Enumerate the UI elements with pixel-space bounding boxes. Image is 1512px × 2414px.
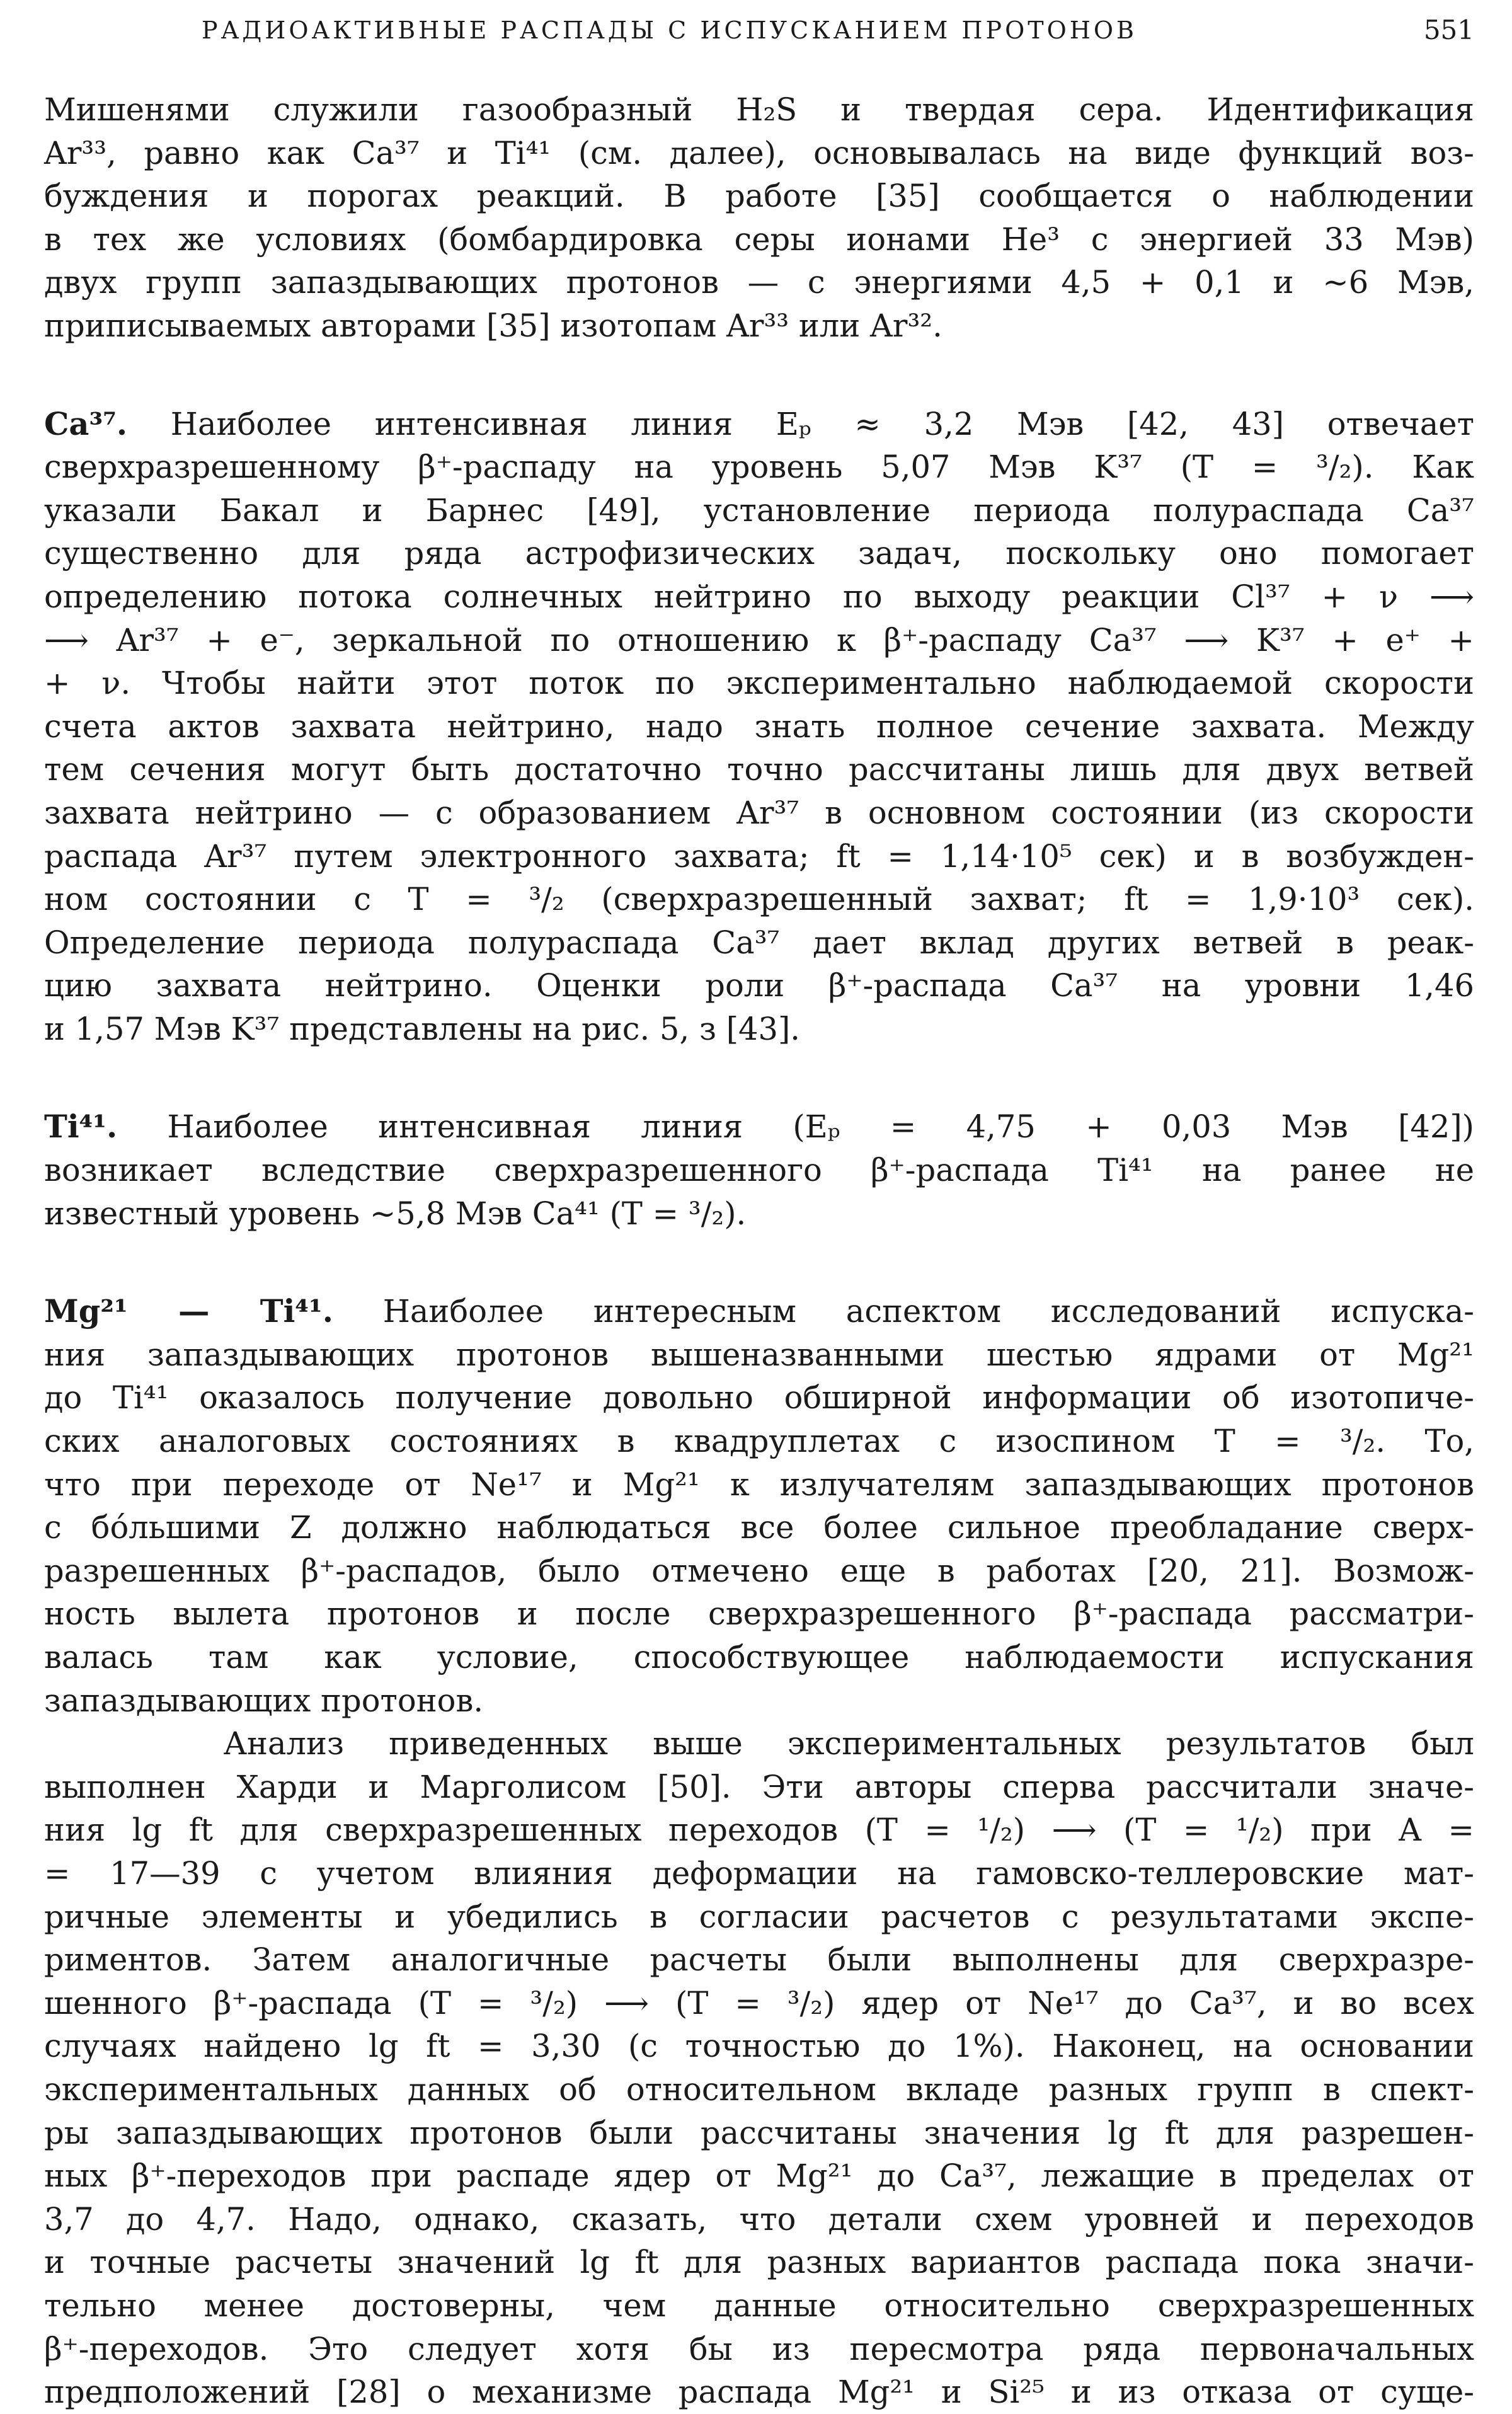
text-line: экспериментальных данных об относительном вкладе разных групп в спект- xyxy=(44,2071,1474,2108)
text-line xyxy=(44,403,1474,446)
page-number: 551 xyxy=(1423,14,1474,45)
page-header xyxy=(44,11,1474,49)
text-line: Анализ приведенных выше экспериментальных результатов был xyxy=(44,1725,1474,1762)
text-line: + ν. Чтобы найти этот поток по экспериментально наблюдаемой скорости xyxy=(44,665,1474,702)
text-line: = 17—39 с учетом влияния деформации на гамовско-теллеровские мат- xyxy=(44,1854,1474,1892)
text-line: ских аналоговых состояниях в квадруплетах с изоспином T = ³/₂. То, xyxy=(44,1423,1474,1460)
text-line: ры запаздывающих протонов были рассчитаны значения lg ft для разрешен- xyxy=(44,2114,1474,2151)
text-line: случаях найдено lg ft = 3,30 (с точностью до 1%). Наконец, на основании xyxy=(44,2028,1474,2065)
text-line: двух групп запаздывающих протонов — с энергиями 4,5 + 0,1 и ~6 Мэв, xyxy=(44,264,1474,301)
text-line: тем сечения могут быть достаточно точно рассчитаны лишь для двух ветвей xyxy=(44,751,1474,788)
text-line: шенного β⁺-распада (T = ³/₂) ⟶ (T = ³/₂) ядер от Ne¹⁷ до Ca³⁷, и во всех xyxy=(44,1984,1474,2021)
text-line: Ar³³, равно как Ca³⁷ и Ti⁴¹ (см. далее), основывалась на виде функций воз- xyxy=(44,134,1474,171)
text-line: риментов. Затем аналогичные расчеты были выполнены для сверхразре- xyxy=(44,1941,1474,1979)
text-line: возникает вследствие сверхразрешенного β⁺-распада Ti⁴¹ на ранее не xyxy=(44,1152,1474,1189)
section-heading-mg21-ti41: Mg²¹ — Ti⁴¹. xyxy=(44,1293,333,1330)
section-heading-ti41: Ti⁴¹. xyxy=(44,1108,118,1146)
page-body xyxy=(44,88,1474,2414)
text-line: ния запаздывающих протонов вышеназванными шестью ядрами от Mg²¹ xyxy=(44,1336,1474,1373)
section-heading-ca37: Ca³⁷. xyxy=(44,405,128,442)
text-line: ном состоянии с T = ³/₂ (сверхразрешенный захват; ft = 1,9·10³ сек). xyxy=(44,881,1474,918)
text-line-rest: Наиболее интересным аспектом исследований испуска- xyxy=(333,1293,1474,1330)
text-line: цию захвата нейтрино. Оценки роли β⁺-распада Ca³⁷ на уровни 1,46 xyxy=(44,967,1474,1004)
text-line: ричные элементы и убедились в согласии расчетов с результатами экспе- xyxy=(44,1898,1474,1935)
paragraph-ca37 xyxy=(44,403,1474,1051)
text-line: приписываемых авторами [35] изотопам Ar³³ или Ar³². xyxy=(44,307,942,344)
text-line xyxy=(44,1290,1474,1333)
text-line: ⟶ Ar³⁷ + e⁻, зеркальной по отношению к β⁺-распаду Ca³⁷ ⟶ K³⁷ + e⁺ + xyxy=(44,621,1474,658)
text-line: с бóльшими Z должно наблюдаться все более сильное преобладание сверх- xyxy=(44,1509,1474,1546)
text-line: и 1,57 Мэв K³⁷ представлены на рис. 5, з [43]. xyxy=(44,1010,801,1047)
text-line: буждения и порогах реакций. В работе [35] сообщается о наблюдении xyxy=(44,178,1474,215)
text-line: захвата нейтрино — с образованием Ar³⁷ в основном состоянии (из скорости xyxy=(44,794,1474,831)
text-line-rest: Наиболее интенсивная линия (Eₚ = 4,75 + 0,03 Мэв [42]) xyxy=(117,1108,1474,1146)
text-line: сверхразрешенному β⁺-распаду на уровень 5,07 Мэв K³⁷ (T = ³/₂). Как xyxy=(44,449,1474,486)
text-line: предположений [28] о механизме распада Mg²¹ и Si²⁵ и из отказа от суще- xyxy=(44,2374,1474,2411)
text-line: ных β⁺-переходов при распаде ядер от Mg²¹ до Ca³⁷, лежащие в пределах от xyxy=(44,2158,1474,2195)
text-line: счета актов захвата нейтрино, надо знать полное сечение захвата. Между xyxy=(44,708,1474,745)
text-line: распада Ar³⁷ путем электронного захвата; ft = 1,14·10⁵ сек) и в возбужден- xyxy=(44,837,1474,875)
text-line xyxy=(44,1105,1474,1149)
text-line: в тех же условиях (бомбардировка серы ионами He³ с энергией 33 Мэв) xyxy=(44,221,1474,258)
text-line: и точные расчеты значений lg ft для разных вариантов распада пока значи- xyxy=(44,2244,1474,2281)
text-line: β⁺-переходов. Это следует хотя бы из пересмотра ряда первоначальных xyxy=(44,2330,1474,2367)
text-line: 3,7 до 4,7. Надо, однако, сказать, что детали схем уровней и переходов xyxy=(44,2200,1474,2238)
text-line: ния lg ft для сверхразрешенных переходов (T = ¹/₂) ⟶ (T = ¹/₂) при A = xyxy=(44,1812,1474,1849)
text-line: разрешенных β⁺-распадов, было отмечено еще в работах [20, 21]. Возмож- xyxy=(44,1552,1474,1589)
text-line: выполнен Харди и Марголисом [50]. Эти авторы сперва рассчитали значе- xyxy=(44,1768,1474,1805)
text-line: известный уровень ~5,8 Мэв Ca⁴¹ (T = ³/₂). xyxy=(44,1195,747,1232)
text-line: указали Бакал и Барнес [49], установление периода полураспада Ca³⁷ xyxy=(44,491,1474,529)
text-line: Мишенями служили газообразный H₂S и твердая сера. Идентификация xyxy=(44,91,1474,128)
text-line-rest: Наиболее интенсивная линия Eₚ ≈ 3,2 Мэв [42, 43] отвечает xyxy=(127,405,1474,442)
text-line: Определение периода полураспада Ca³⁷ дает вклад других ветвей в реак- xyxy=(44,924,1474,961)
paragraph-mg21-ti41 xyxy=(44,1290,1474,2413)
text-line: тельно менее достоверны, чем данные относительно сверхразрешенных xyxy=(44,2287,1474,2324)
paragraph-ti41 xyxy=(44,1105,1474,1235)
text-line: определению потока солнечных нейтрино по выходу реакции Cl³⁷ + ν ⟶ xyxy=(44,578,1474,615)
text-line: существенно для ряда астрофизических задач, поскольку оно помогает xyxy=(44,535,1474,572)
text-line: запаздывающих протонов. xyxy=(44,1682,484,1719)
text-line: ность вылета протонов и после сверхразрешенного β⁺-распада рассматри- xyxy=(44,1595,1474,1633)
text-line: валась там как условие, способствующее наблюдаемости испускания xyxy=(44,1639,1474,1675)
running-head: РАДИОАКТИВНЫЕ РАСПАДЫ С ИСПУСКАНИЕМ ПРОТОНОВ xyxy=(202,16,1137,44)
paragraph-intro xyxy=(44,88,1474,348)
text-line: что при переходе от Ne¹⁷ и Mg²¹ к излучателям запаздывающих протонов xyxy=(44,1466,1474,1503)
text-line: до Ti⁴¹ оказалось получение довольно обширной информации об изотопиче- xyxy=(44,1379,1474,1417)
